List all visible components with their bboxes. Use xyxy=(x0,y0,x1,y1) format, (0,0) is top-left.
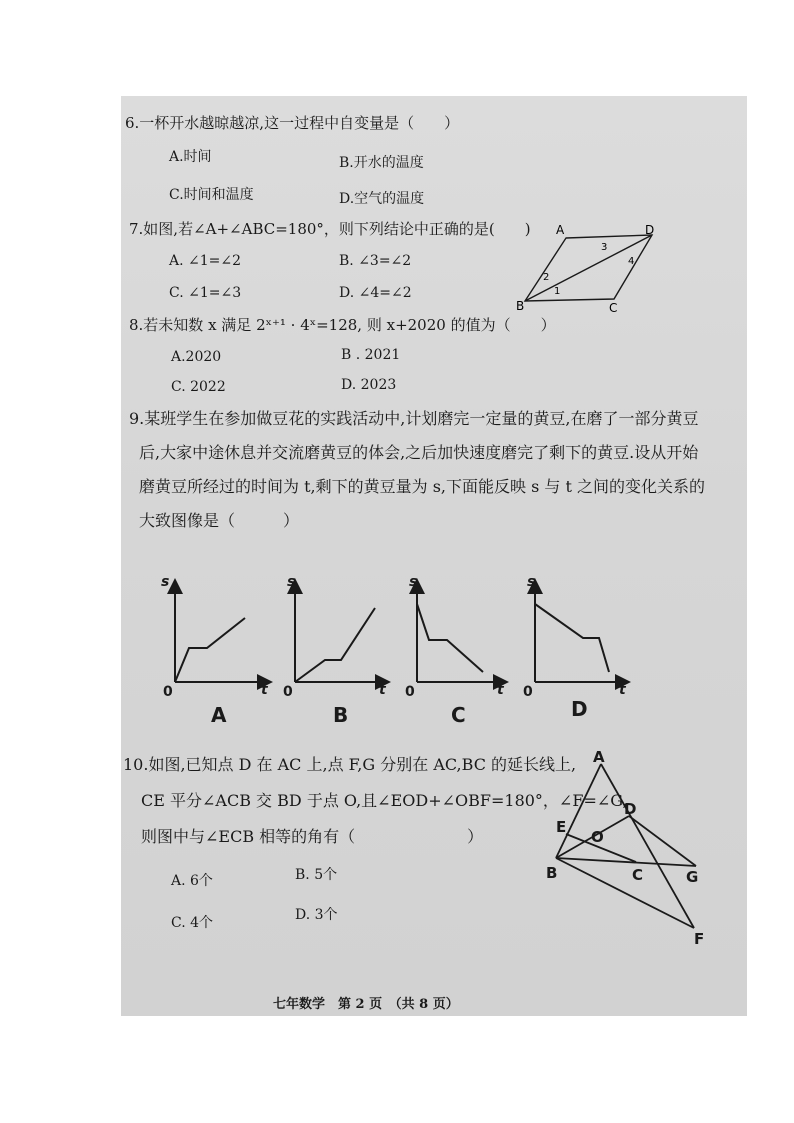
q7-label-1: 1 xyxy=(554,286,561,297)
graph-a-origin: 0 xyxy=(163,684,173,700)
q6-option-d: D.空气的温度 xyxy=(339,191,425,207)
exam-page xyxy=(121,96,747,1016)
q8-option-c: C. 2022 xyxy=(171,379,226,395)
q10-label-g: G xyxy=(686,868,699,886)
q6-stem: 6.一杯开水越晾越凉,这一过程中自变量是（ ） xyxy=(125,114,460,132)
q7-option-c: C. ∠1=∠3 xyxy=(169,285,242,301)
graph-a-axis-t: t xyxy=(261,682,268,698)
graph-b-origin: 0 xyxy=(283,684,293,700)
q10-line-1: 10.如图,已知点 D 在 AC 上,点 F,G 分别在 AC,BC 的延长线上, xyxy=(123,755,577,774)
graph-d-axis-t: t xyxy=(619,682,626,698)
q10-label-f: F xyxy=(694,930,705,948)
q10-label-c: C xyxy=(632,866,644,884)
q10-triangle-figure xyxy=(546,748,716,958)
q7-parallelogram-figure xyxy=(516,222,666,312)
q10-option-c: C. 4个 xyxy=(171,915,214,931)
graph-d-axis-s: s xyxy=(527,574,536,590)
q9-graphs xyxy=(161,564,741,726)
graph-c-axis-s: s xyxy=(409,574,418,590)
q9-line-3: 磨黄豆所经过的时间为 t,剩下的黄豆量为 s,下面能反映 s 与 t 之间的变化关系的 xyxy=(139,477,705,496)
q9-line-4: 大致图像是（ ） xyxy=(139,511,300,530)
graph-c-origin: 0 xyxy=(405,684,415,700)
q8-option-a: A.2020 xyxy=(171,349,222,365)
graph-b-axis-s: s xyxy=(287,574,296,590)
q10-line-2: CE 平分∠ACB 交 BD 于点 O,且∠EOD+∠OBF=180°，∠F=∠G, xyxy=(141,791,628,810)
q8-stem: 8.若未知数 x 满足 2ˣ⁺¹ · 4ˣ=128, 则 x+2020 的值为（ ） xyxy=(129,316,556,334)
graph-c-axis-t: t xyxy=(497,682,504,698)
q10-line-3: 则图中与∠ECB 相等的角有（ ） xyxy=(141,827,484,846)
q10-label-e: E xyxy=(556,818,567,836)
q10-label-b: B xyxy=(546,864,558,882)
q7-option-b: B. ∠3=∠2 xyxy=(339,253,412,269)
graph-d-origin: 0 xyxy=(523,684,533,700)
graph-b-label: B xyxy=(333,703,349,726)
q6-option-a: A.时间 xyxy=(169,149,212,165)
q7-option-d: D. ∠4=∠2 xyxy=(339,285,412,301)
q6-option-b: B.开水的温度 xyxy=(339,155,424,171)
q7-label-b: B xyxy=(516,299,525,312)
graph-a-axis-s: s xyxy=(161,574,170,590)
q10-option-d: D. 3个 xyxy=(295,907,338,923)
q10-option-b: B. 5个 xyxy=(295,867,338,883)
graph-a-label: A xyxy=(211,703,227,726)
graph-d-label: D xyxy=(571,697,588,721)
q7-label-c: C xyxy=(609,301,618,312)
q7-label-3: 3 xyxy=(601,242,608,253)
page-footer: 七年数学 第 2 页 （共 8 页） xyxy=(273,997,459,1012)
q6-option-c: C.时间和温度 xyxy=(169,187,254,203)
q8-option-d: D. 2023 xyxy=(341,377,397,393)
q10-label-o: O xyxy=(591,828,604,846)
graph-c-label: C xyxy=(451,703,466,726)
q7-stem: 7.如图,若∠A+∠ABC=180°，则下列结论中正确的是( ) xyxy=(129,220,531,238)
q8-option-b: B . 2021 xyxy=(341,347,401,363)
q7-label-2: 2 xyxy=(543,272,550,283)
q7-option-a: A. ∠1=∠2 xyxy=(169,253,242,269)
q10-option-a: A. 6个 xyxy=(171,873,213,889)
q10-label-a: A xyxy=(593,748,605,766)
q7-label-d: D xyxy=(645,223,655,237)
q7-label-a: A xyxy=(556,223,565,237)
q7-label-4: 4 xyxy=(628,256,635,267)
q9-line-2: 后,大家中途休息并交流磨黄豆的体会,之后加快速度磨完了剩下的黄豆.设从开始 xyxy=(139,443,699,462)
q10-label-d: D xyxy=(624,800,637,818)
q9-line-1: 9.某班学生在参加做豆花的实践活动中,计划磨完一定量的黄豆,在磨了一部分黄豆 xyxy=(129,409,699,428)
graph-b-axis-t: t xyxy=(379,682,386,698)
